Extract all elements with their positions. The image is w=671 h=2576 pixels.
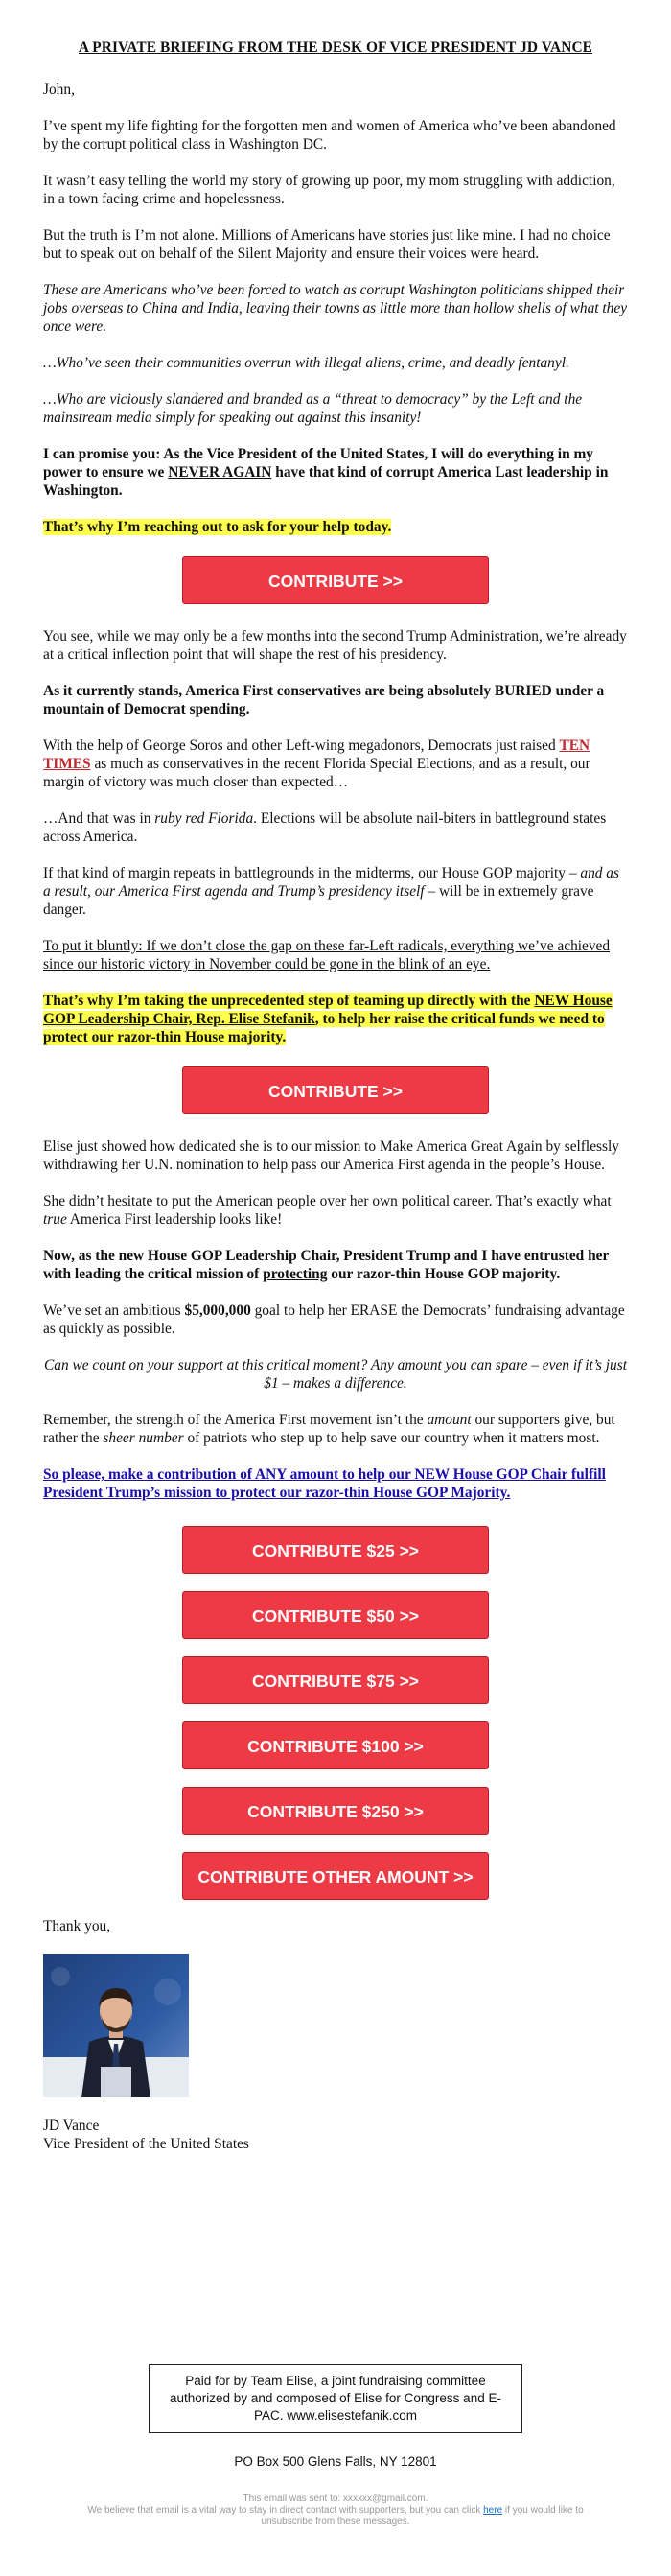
signature-title: Vice President of the United States xyxy=(43,2136,249,2152)
contribute-link[interactable]: So please, make a contribution of ANY amount to help our NEW House GOP Chair fulfill President Trump’s mission to protect our razor-thin House GOP Majority. xyxy=(43,1466,606,1501)
paragraph: She didn’t hesitate to put the American people over her own political career. That’s exactly what true America First leadership looks like! xyxy=(43,1193,612,1228)
contribute-50-button[interactable]: CONTRIBUTE $50 >> xyxy=(182,1591,489,1639)
email-body xyxy=(43,0,628,2528)
paragraph-centered: Can we count on your support at this critical moment? Any amount you can spare – even if it’s just $1 – makes a difference. xyxy=(43,1357,628,1392)
paragraph: I’ve spent my life fighting for the forgotten men and women of America who’ve been abandoned by the corrupt political class in Washington DC. xyxy=(43,118,616,152)
unsubscribe-link[interactable]: here xyxy=(483,2505,503,2516)
contribute-25-button[interactable]: CONTRIBUTE $25 >> xyxy=(182,1526,489,1574)
paragraph-italic: …Who’ve seen their communities overrun with illegal aliens, crime, and deadly fentanyl. xyxy=(43,355,569,371)
contribute-100-button[interactable]: CONTRIBUTE $100 >> xyxy=(182,1721,489,1769)
promise-paragraph: I can promise you: As the Vice President of the United States, I will do everything in my power to ensure we NEVER AGAIN have that kind of corrupt America Last leadership in Washington. xyxy=(43,446,609,499)
briefing-title: A PRIVATE BRIEFING FROM THE DESK OF VICE PRESIDENT JD VANCE xyxy=(78,39,593,56)
sent-to-notice: This email was sent to: xxxxxx@gmail.com. xyxy=(243,2494,428,2504)
paragraph: Remember, the strength of the America First movement isn’t the amount our supporters give, but rather the sheer number of patriots who step up to help save our country when it matters most. xyxy=(43,1412,615,1446)
highlight-paragraph: That’s why I’m reaching out to ask for your help today. xyxy=(43,519,392,535)
contribute-250-button[interactable]: CONTRIBUTE $250 >> xyxy=(182,1787,489,1835)
contribute-button[interactable]: CONTRIBUTE >> xyxy=(182,1066,489,1114)
highlight-paragraph: That’s why I’m taking the unprecedented step of teaming up directly with the NEW House GOP Leadership Chair, Rep. Elise Stefanik, to help her raise the critical funds we need to protect our razor-thin House majority. xyxy=(43,993,613,1045)
paragraph: With the help of George Soros and other Left-wing megadonors, Democrats just raised TEN TIMES as much as conservatives in the recent Florida Special Elections, and as a result, our margin of victory was much closer than expected… xyxy=(43,738,590,790)
paragraph: But the truth is I’m not alone. Millions of Americans have stories just like mine. I had no choice but to speak out on behalf of the Silent Majority and ensure their voices were heard. xyxy=(43,227,611,262)
paragraph: Elise just showed how dedicated she is to our mission to Make America Great Again by selflessly withdrawing her U.N. nomination to help pass our America First agenda in the people’s House. xyxy=(43,1138,619,1173)
greeting: John, xyxy=(43,82,75,98)
paragraph: It wasn’t easy telling the world my story of growing up poor, my mom struggling with addiction, in a town facing crime and hopelessness. xyxy=(43,173,615,207)
contribute-other-button[interactable]: CONTRIBUTE OTHER AMOUNT >> xyxy=(182,1852,489,1900)
signature-name: JD Vance xyxy=(43,2118,100,2134)
contribute-link-paragraph xyxy=(43,1465,628,1502)
paragraph-bold: As it currently stands, America First conservatives are being absolutely BURIED under a mountain of Democrat spending. xyxy=(43,683,605,717)
paid-for-disclaimer: Paid for by Team Elise, a joint fundraising committee authorized by and composed of Elise for Congress and E-PAC. www.elisestefanik.com xyxy=(149,2364,522,2433)
mailing-address: PO Box 500 Glens Falls, NY 12801 xyxy=(234,2454,437,2469)
paragraph: …And that was in ruby red Florida. Elections will be absolute nail-biters in battleground states across America. xyxy=(43,810,607,845)
contribute-75-button[interactable]: CONTRIBUTE $75 >> xyxy=(182,1656,489,1704)
paragraph-italic: These are Americans who’ve been forced to watch as corrupt Washington politicians shipped their jobs overseas to China and India, leaving their towns as little more than hollow shells of what they once were. xyxy=(43,282,628,335)
vance-photo xyxy=(43,1954,189,2097)
paragraph-underlined: To put it bluntly: If we don’t close the gap on these far-Left radicals, everything we’ve achieved since our historic victory in November could be gone in the blink of an eye. xyxy=(43,938,611,972)
amount-buttons xyxy=(43,1520,628,1900)
paragraph: If that kind of margin repeats in battlegrounds in the midterms, our House GOP majority – and as a result, our America First agenda and Trump’s presidency itself – will be in extremely grave danger. xyxy=(43,865,619,918)
contribute-button[interactable]: CONTRIBUTE >> xyxy=(182,556,489,604)
closing: Thank you, xyxy=(43,1918,111,1934)
paragraph-italic: …Who are viciously slandered and branded as a “threat to democracy” by the Left and the mainstream media simply for speaking out against this insanity! xyxy=(43,391,583,426)
paragraph: We’ve set an ambitious $5,000,000 goal to help her ERASE the Democrats’ fundraising advantage as quickly as possible. xyxy=(43,1302,625,1337)
unsubscribe-notice: We believe that email is a vital way to stay in direct contact with supporters, but you can click here if you would like to unsubscribe from these messages. xyxy=(87,2505,584,2527)
paragraph: You see, while we may only be a few months into the second Trump Administration, we’re already at a critical inflection point that will shape the rest of his presidency. xyxy=(43,628,627,663)
paragraph-bold: Now, as the new House GOP Leadership Chair, President Trump and I have entrusted her with leading the critical mission of protecting our razor-thin House GOP majority. xyxy=(43,1248,610,1282)
